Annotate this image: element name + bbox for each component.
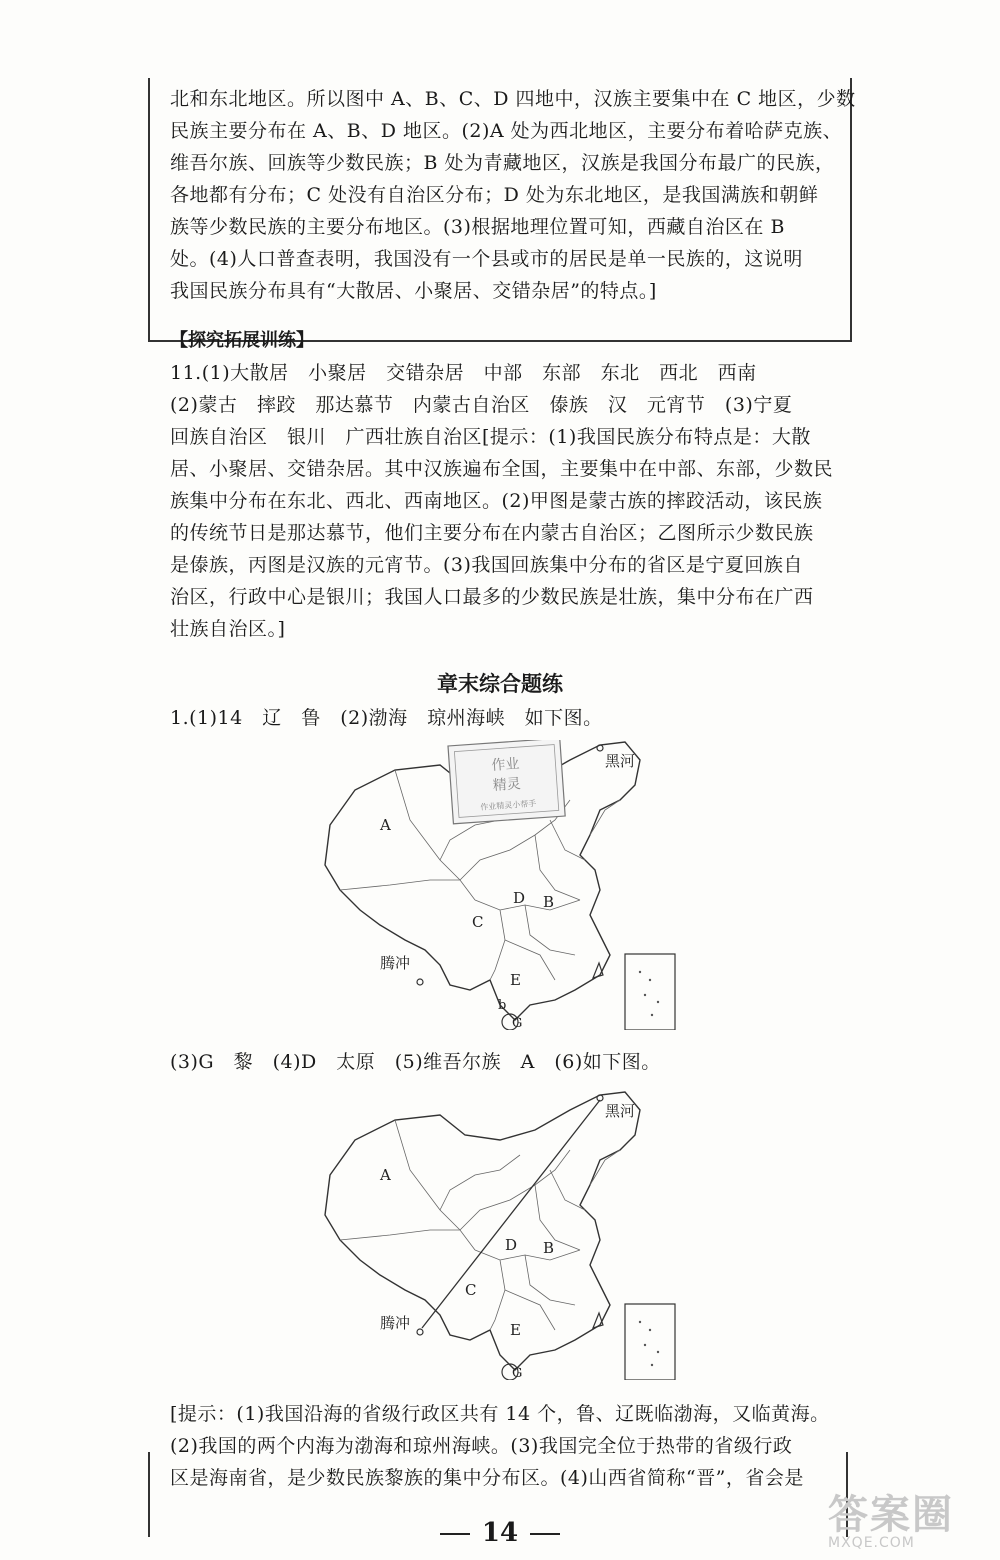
text-line: (2)我国的两个内海为渤海和琼州海峡。(3)我国完全位于热带的省级行政 <box>170 1435 793 1457</box>
text-line: 壮族自治区。] <box>170 618 286 640</box>
section-heading: 【探究拓展训练】 <box>170 330 314 351</box>
map-label-g: G <box>512 1366 523 1380</box>
text-line: (2)蒙古 摔跤 那达慕节 内蒙古自治区 傣族 汉 元宵节 (3)宁夏 <box>170 394 793 416</box>
map-label-tengchong: 腾冲 <box>380 954 411 972</box>
answer-paragraph-3 <box>170 1398 840 1494</box>
text-line: 各地都有分布；C 处没有自治区分布；D 处为东北地区，是我国满族和朝鲜 <box>170 184 819 206</box>
text-line: 的传统节日是那达慕节，他们主要分布在内蒙古自治区；乙图所示少数民族 <box>170 522 814 544</box>
text-line: 维吾尔族、回族等少数民族；B 处为青藏地区，汉族是我国分布最广的民族， <box>170 152 835 174</box>
map-label-heihe: 黑河 <box>605 752 636 770</box>
footer-dash <box>440 1533 470 1535</box>
text-line: 11.(1)大散居 小聚居 交错杂居 中部 东部 东北 西北 西南 <box>170 362 757 384</box>
heihe-point <box>597 745 603 751</box>
question-1-line <box>170 702 840 734</box>
stamp-text: 作业精灵小帮手 <box>480 798 537 812</box>
map-label-d: D <box>513 889 526 907</box>
text-line: 族等少数民族的主要分布地区。(3)根据地理位置可知，西藏自治区在 B <box>170 216 785 238</box>
text-line: 回族自治区 银川 广西壮族自治区[提示：(1)我国民族分布特点是：大散 <box>170 426 811 448</box>
china-map-1 <box>300 740 680 1030</box>
page-number: 14 <box>481 1518 519 1548</box>
map-label-c: C <box>472 913 484 931</box>
map-label-b: B <box>543 893 555 911</box>
site-watermark <box>828 1492 998 1555</box>
question-1-line-2 <box>170 1046 840 1078</box>
map-label-g: G <box>512 1016 523 1030</box>
stamp-text: 精灵 <box>492 776 522 794</box>
map-label-b-small: b <box>498 998 507 1013</box>
text-line: 是傣族，丙图是汉族的元宵节。(3)我国回族集中分布的省区是宁夏回族自 <box>170 554 803 576</box>
footer-dash <box>530 1533 560 1535</box>
section-title: 章末综合题练 <box>437 672 563 696</box>
map-label-a: A <box>380 816 391 834</box>
text-line: 1.(1)14 辽 鲁 (2)渤海 琼州海峡 如下图。 <box>170 707 603 729</box>
text-line: 族集中分布在东北、西北、西南地区。(2)甲图是蒙古族的摔跤活动，该民族 <box>170 490 823 512</box>
answer-paragraph-1 <box>170 83 856 307</box>
text-line: 居、小聚居、交错杂居。其中汉族遍布全国，主要集中在中部、东部，少数民 <box>170 458 834 480</box>
map-label-d: D <box>505 1236 518 1254</box>
text-line: (3)G 黎 (4)D 太原 (5)维吾尔族 A (6)如下图。 <box>170 1051 661 1073</box>
china-map-1-svg <box>300 740 680 1030</box>
map-label-b: B <box>543 1239 555 1257</box>
text-line: 治区，行政中心是银川；我国人口最多的少数民族是壮族，集中分布在广西 <box>170 586 814 608</box>
heihe-tengchong-line <box>422 1100 600 1328</box>
china-map-2 <box>300 1090 680 1380</box>
map-label-e: E <box>510 1321 521 1339</box>
watermark-logo-text: 答案圈 <box>828 1492 954 1538</box>
south-sea-inset <box>625 954 675 1030</box>
text-line: 民族主要分布在 A、B、D 地区。(2)A 处为西北地区，主要分布着哈萨克族、 <box>170 120 843 142</box>
text-line: 我国民族分布具有“大散居、小聚居、交错杂居”的特点。] <box>170 280 657 302</box>
watermark-url: MXQE.COM <box>828 1535 915 1551</box>
tengchong-point <box>417 1329 423 1335</box>
stamp-text: 作业 <box>490 756 520 774</box>
text-line: 北和东北地区。所以图中 A、B、C、D 四地中，汉族主要集中在 C 地区，少数 <box>170 88 856 110</box>
map-label-heihe: 黑河 <box>605 1102 636 1120</box>
map-label-tengchong: 腾冲 <box>380 1314 411 1332</box>
text-line: 处。(4)人口普查表明，我国没有一个县或市的居民是单一民族的，这说明 <box>170 248 803 270</box>
china-map-2-svg <box>300 1090 680 1380</box>
map-label-a: A <box>380 1166 391 1184</box>
tengchong-point <box>417 979 423 985</box>
answer-paragraph-2 <box>170 357 840 645</box>
map-label-c: C <box>465 1281 477 1299</box>
text-line: [提示：(1)我国沿海的省级行政区共有 14 个，鲁、辽既临渤海，又临黄海。 <box>170 1403 830 1425</box>
text-line: 区是海南省，是少数民族黎族的集中分布区。(4)山西省简称“晋”，省会是 <box>170 1467 804 1489</box>
south-sea-inset <box>625 1304 675 1380</box>
map-label-e: E <box>510 971 521 989</box>
